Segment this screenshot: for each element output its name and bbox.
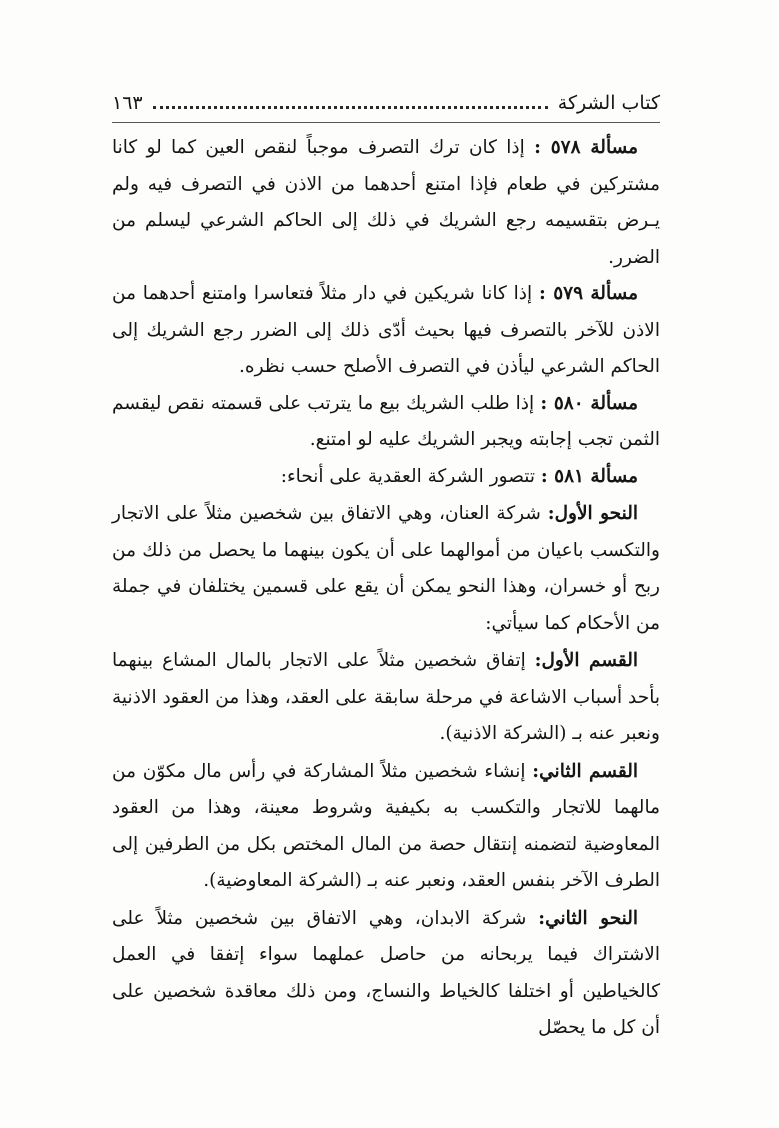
- issue-578-text: إذا كان ترك التصرف موجباً لنقص العين كما لو كانا مشتركين في طعام فإذا امتنع أحدهما من الاذن في التصرف فيه ولم يـرض بتقسيمه رجع الشريك في ذلك إلى الحاكم الشرعي ليسلم من الضرر.: [112, 137, 660, 268]
- issue-581-label: مسألة ٥٨١ :: [540, 465, 638, 487]
- second-form-label: النحو الثاني:: [538, 907, 638, 929]
- book-title: كتاب الشركة: [557, 92, 660, 114]
- first-form-text: شركة العنان، وهي الاتفاق بين شخصين مثلاً على الاتجار والتكسب باعيان من أموالهما على أن يكون بينهما ما يحصل من ذلك من ربح أو خسران، وهذا النحو يمكن أن يقع على قسمين يختلفان في جملة من الأحكام كما سيأتي:: [112, 503, 660, 634]
- header-divider: [112, 122, 660, 123]
- first-section-text: إتفاق شخصين مثلاً على الاتجار بالمال المشاع بينهما بأحد أسباب الاشاعة في مرحلة سابقة على العقد، وهذا من العقود الاذنية ونعبر عنه بـ (الشركة الاذنية).: [112, 650, 660, 744]
- second-form-text: شركة الابدان، وهي الاتفاق بين شخصين مثلاً على الاشتراك فيما يربحانه من حاصل عملهما سواء إتفقا في العمل كالخياطين أو اختلفا كالخياط والنساج، ومن ذلك معاقدة شخصين على أن كل ما يحصّل: [112, 907, 660, 1038]
- issue-579-text: إذا كانا شريكين في دار مثلاً فتعاسرا وامتنع أحدهما من الاذن للآخر بالتصرف فيها بحيث أدّى ذلك إلى الضرر رجع الشريك إلى الحاكم الشرعي ليأذن في التصرف الأصلح حسب نظره.: [112, 283, 660, 377]
- issue-580-paragraph: [112, 386, 660, 459]
- first-section-label: القسم الأول:: [534, 650, 638, 671]
- first-form-label: النحو الأول:: [547, 503, 638, 524]
- second-section-paragraph: [112, 754, 660, 900]
- issue-578-label: مسألة ٥٧٨ :: [534, 137, 638, 158]
- second-section-label: القسم الثاني:: [532, 760, 638, 782]
- header-dot-leader: [153, 106, 548, 109]
- issue-581-text: تتصور الشركة العقدية على أنحاء:: [280, 465, 541, 487]
- issue-579-label: مسألة ٥٧٩ :: [538, 283, 638, 304]
- first-form-paragraph: [112, 496, 660, 642]
- page-body: [112, 130, 660, 1047]
- running-header: [112, 88, 660, 118]
- second-form-paragraph: [112, 901, 660, 1047]
- issue-578-paragraph: [112, 130, 660, 276]
- issue-580-text: إذا طلب الشريك بيع ما يترتب على قسمته نقص ليقسم الثمن تجب إجابته ويجبر الشريك عليه لو امتنع.: [112, 392, 660, 450]
- second-section-text: إنشاء شخصين مثلاً المشاركة في رأس مال مكوّن من مالهما للاتجار والتكسب به بكيفية وشروط معينة، وهذا من العقود المعاوضية لتضمنه إنتقال حصة من المال المختص بكل من الطرفين إلى الطرف الآخر بنفس العقد، ونعبر عنه بـ (الشركة المعاوضية).: [112, 760, 660, 891]
- issue-579-paragraph: [112, 276, 660, 386]
- page-number: ١٦٣: [112, 92, 143, 114]
- issue-580-label: مسألة ٥٨٠ :: [540, 392, 639, 414]
- issue-581-paragraph: [112, 459, 660, 496]
- first-section-paragraph: [112, 643, 660, 753]
